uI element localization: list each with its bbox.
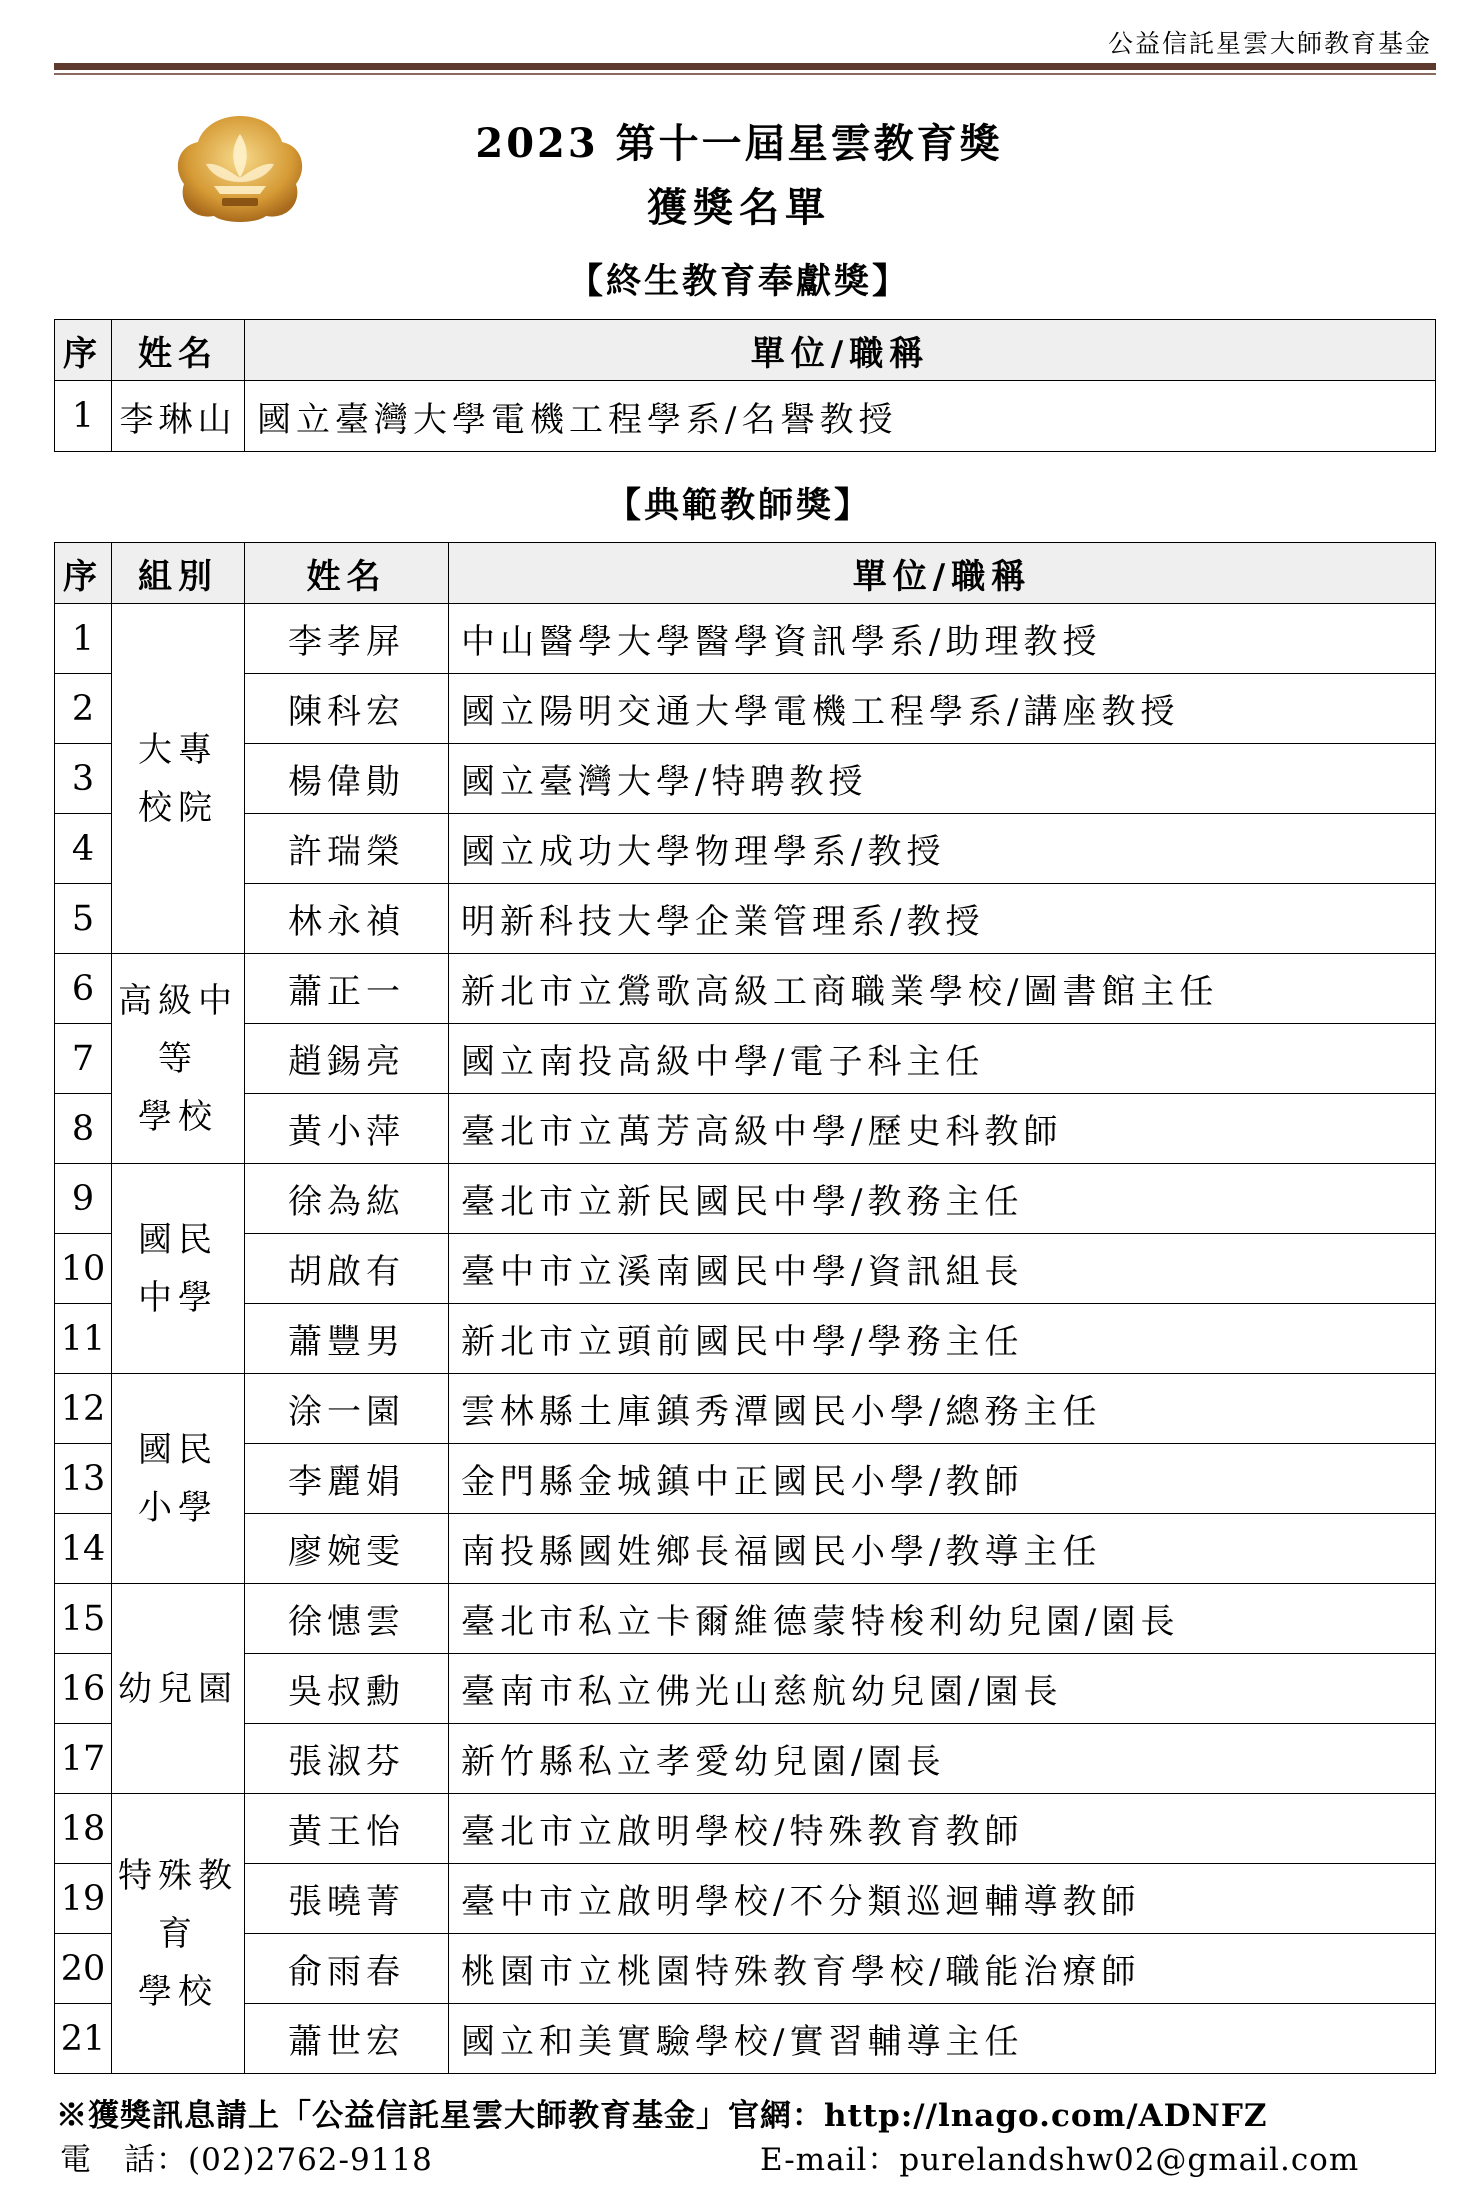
column-header-group: 組別 bbox=[112, 543, 245, 604]
group-label bbox=[112, 1584, 245, 1794]
awardee-unit: 新北市立頭前國民中學/學務主任 bbox=[449, 1304, 1436, 1374]
row-number: 1 bbox=[55, 604, 112, 674]
awardee-unit: 國立和美實驗學校/實習輔導主任 bbox=[449, 2004, 1436, 2074]
awardee-name: 蕭世宏 bbox=[245, 2004, 449, 2074]
row-number: 1 bbox=[55, 381, 112, 452]
table-row bbox=[55, 1024, 1436, 1094]
row-number: 10 bbox=[55, 1234, 112, 1304]
awardee-name: 徐憓雲 bbox=[245, 1584, 449, 1654]
awardee-name: 李琳山 bbox=[112, 381, 245, 452]
awardee-unit: 臺北市立萬芳高級中學/歷史科教師 bbox=[449, 1094, 1436, 1164]
awardee-unit: 臺中市立啟明學校/不分類巡迴輔導教師 bbox=[449, 1864, 1436, 1934]
group-label bbox=[112, 1164, 245, 1374]
awardee-unit: 新竹縣私立孝愛幼兒園/園長 bbox=[449, 1724, 1436, 1794]
row-number: 7 bbox=[55, 1024, 112, 1094]
table-row bbox=[55, 1934, 1436, 2004]
table-header-row bbox=[55, 320, 1436, 381]
group-label-line1: 大專 bbox=[138, 729, 218, 770]
page-title: 2023 第十一屆星雲教育獎 bbox=[475, 120, 1003, 167]
awardee-unit: 金門縣金城鎮中正國民小學/教師 bbox=[449, 1444, 1436, 1514]
header-rule-thick bbox=[54, 63, 1436, 70]
awardee-name: 徐為紘 bbox=[245, 1164, 449, 1234]
header-rule-thin bbox=[54, 73, 1436, 75]
table-header-row bbox=[55, 543, 1436, 604]
model-teacher-rows bbox=[55, 604, 1436, 2074]
awardee-name: 李麗娟 bbox=[245, 1444, 449, 1514]
organization-header: 公益信託星雲大師教育基金 bbox=[1107, 29, 1432, 58]
awardee-name: 俞雨春 bbox=[245, 1934, 449, 2004]
awardee-unit: 中山醫學大學醫學資訊學系/助理教授 bbox=[449, 604, 1436, 674]
group-label bbox=[112, 604, 245, 954]
awardee-name: 趙錫亮 bbox=[245, 1024, 449, 1094]
row-number: 12 bbox=[55, 1374, 112, 1444]
website-notice: ※獲獎訊息請上「公益信託星雲大師教育基金」官網：http://lnago.com/ADNFZ bbox=[56, 2098, 1268, 2134]
table-row bbox=[55, 1584, 1436, 1654]
table-row bbox=[55, 1094, 1436, 1164]
group-label bbox=[112, 954, 245, 1164]
row-number: 15 bbox=[55, 1584, 112, 1654]
row-number: 16 bbox=[55, 1654, 112, 1724]
awardee-unit: 明新科技大學企業管理系/教授 bbox=[449, 884, 1436, 954]
awardee-unit: 國立成功大學物理學系/教授 bbox=[449, 814, 1436, 884]
table-row bbox=[55, 674, 1436, 744]
table-row bbox=[55, 1864, 1436, 1934]
email-address: E-mail：purelandshw02@gmail.com bbox=[760, 2142, 1360, 2178]
column-header-unit: 單位/職稱 bbox=[245, 320, 1436, 381]
table-row bbox=[55, 1654, 1436, 1724]
table-row bbox=[55, 1794, 1436, 1864]
table-row bbox=[55, 814, 1436, 884]
group-label-line2: 學校 bbox=[138, 1096, 218, 1137]
table-row bbox=[55, 744, 1436, 814]
awardee-unit: 國立臺灣大學電機工程學系/名譽教授 bbox=[245, 381, 1436, 452]
awardee-unit: 臺北市私立卡爾維德蒙特梭利幼兒園/園長 bbox=[449, 1584, 1436, 1654]
column-header-name: 姓名 bbox=[112, 320, 245, 381]
model-teacher-table bbox=[54, 542, 1436, 2074]
group-label-line1: 國民 bbox=[138, 1219, 218, 1260]
awardee-name: 涂一園 bbox=[245, 1374, 449, 1444]
page-subtitle: 獲獎名單 bbox=[647, 184, 831, 231]
awardee-unit: 臺中市立溪南國民中學/資訊組長 bbox=[449, 1234, 1436, 1304]
group-label bbox=[112, 1374, 245, 1584]
table-row bbox=[55, 1514, 1436, 1584]
awardee-name: 吳叔勳 bbox=[245, 1654, 449, 1724]
awardee-unit: 國立南投高級中學/電子科主任 bbox=[449, 1024, 1436, 1094]
table-row bbox=[55, 2004, 1436, 2074]
row-number: 4 bbox=[55, 814, 112, 884]
awardee-name: 楊偉勛 bbox=[245, 744, 449, 814]
awardee-unit: 臺北市立啟明學校/特殊教育教師 bbox=[449, 1794, 1436, 1864]
group-label-line1: 特殊教育 bbox=[118, 1855, 238, 1954]
table-row bbox=[55, 954, 1436, 1024]
table-row bbox=[55, 1724, 1436, 1794]
lifetime-award-heading: 【終生教育奉獻獎】 bbox=[567, 261, 910, 302]
row-number: 18 bbox=[55, 1794, 112, 1864]
row-number: 6 bbox=[55, 954, 112, 1024]
row-number: 8 bbox=[55, 1094, 112, 1164]
table-row bbox=[55, 1374, 1436, 1444]
row-number: 2 bbox=[55, 674, 112, 744]
group-label-line1: 國民 bbox=[138, 1429, 218, 1470]
awardee-name: 許瑞榮 bbox=[245, 814, 449, 884]
awardee-name: 張曉菁 bbox=[245, 1864, 449, 1934]
column-header-name: 姓名 bbox=[245, 543, 449, 604]
awardee-name: 林永禎 bbox=[245, 884, 449, 954]
awardee-name: 蕭豐男 bbox=[245, 1304, 449, 1374]
group-label-line2: 小學 bbox=[138, 1487, 218, 1528]
row-number: 17 bbox=[55, 1724, 112, 1794]
awardee-name: 黃小萍 bbox=[245, 1094, 449, 1164]
row-number: 21 bbox=[55, 2004, 112, 2074]
awardee-name: 蕭正一 bbox=[245, 954, 449, 1024]
table-row bbox=[55, 1234, 1436, 1304]
table-row bbox=[55, 884, 1436, 954]
phone-number: 電 話：(02)2762-9118 bbox=[60, 2142, 433, 2178]
awardee-unit: 桃園市立桃園特殊教育學校/職能治療師 bbox=[449, 1934, 1436, 2004]
awardee-unit: 雲林縣土庫鎮秀潭國民小學/總務主任 bbox=[449, 1374, 1436, 1444]
awardee-unit: 臺南市私立佛光山慈航幼兒園/園長 bbox=[449, 1654, 1436, 1724]
row-number: 19 bbox=[55, 1864, 112, 1934]
column-header-unit: 單位/職稱 bbox=[449, 543, 1436, 604]
awardee-name: 張淑芬 bbox=[245, 1724, 449, 1794]
table-row bbox=[55, 381, 1436, 452]
group-label-line1: 高級中等 bbox=[118, 980, 238, 1079]
awardee-name: 胡啟有 bbox=[245, 1234, 449, 1304]
group-label-line2: 學校 bbox=[138, 1971, 218, 2012]
awardee-name: 李孝屏 bbox=[245, 604, 449, 674]
awardee-unit: 南投縣國姓鄉長福國民小學/教導主任 bbox=[449, 1514, 1436, 1584]
table-row bbox=[55, 1444, 1436, 1514]
row-number: 3 bbox=[55, 744, 112, 814]
column-header-no: 序 bbox=[55, 320, 112, 381]
lifetime-award-table bbox=[54, 319, 1436, 452]
row-number: 13 bbox=[55, 1444, 112, 1514]
row-number: 20 bbox=[55, 1934, 112, 2004]
group-label-line1: 幼兒園 bbox=[118, 1668, 238, 1709]
table-row bbox=[55, 604, 1436, 674]
row-number: 9 bbox=[55, 1164, 112, 1234]
table-row bbox=[55, 1304, 1436, 1374]
group-label-line2: 校院 bbox=[138, 787, 218, 828]
awardee-unit: 臺北市立新民國民中學/教務主任 bbox=[449, 1164, 1436, 1234]
model-teacher-heading: 【典範教師獎】 bbox=[605, 485, 872, 526]
row-number: 5 bbox=[55, 884, 112, 954]
group-label bbox=[112, 1794, 245, 2074]
row-number: 14 bbox=[55, 1514, 112, 1584]
column-header-no: 序 bbox=[55, 543, 112, 604]
table-row bbox=[55, 1164, 1436, 1234]
awardee-name: 陳科宏 bbox=[245, 674, 449, 744]
row-number: 11 bbox=[55, 1304, 112, 1374]
awardee-name: 黃王怡 bbox=[245, 1794, 449, 1864]
awardee-unit: 國立陽明交通大學電機工程學系/講座教授 bbox=[449, 674, 1436, 744]
awardee-unit: 新北市立鶯歌高級工商職業學校/圖書館主任 bbox=[449, 954, 1436, 1024]
group-label-line2: 中學 bbox=[138, 1277, 218, 1318]
awardee-unit: 國立臺灣大學/特聘教授 bbox=[449, 744, 1436, 814]
awardee-name: 廖婉雯 bbox=[245, 1514, 449, 1584]
